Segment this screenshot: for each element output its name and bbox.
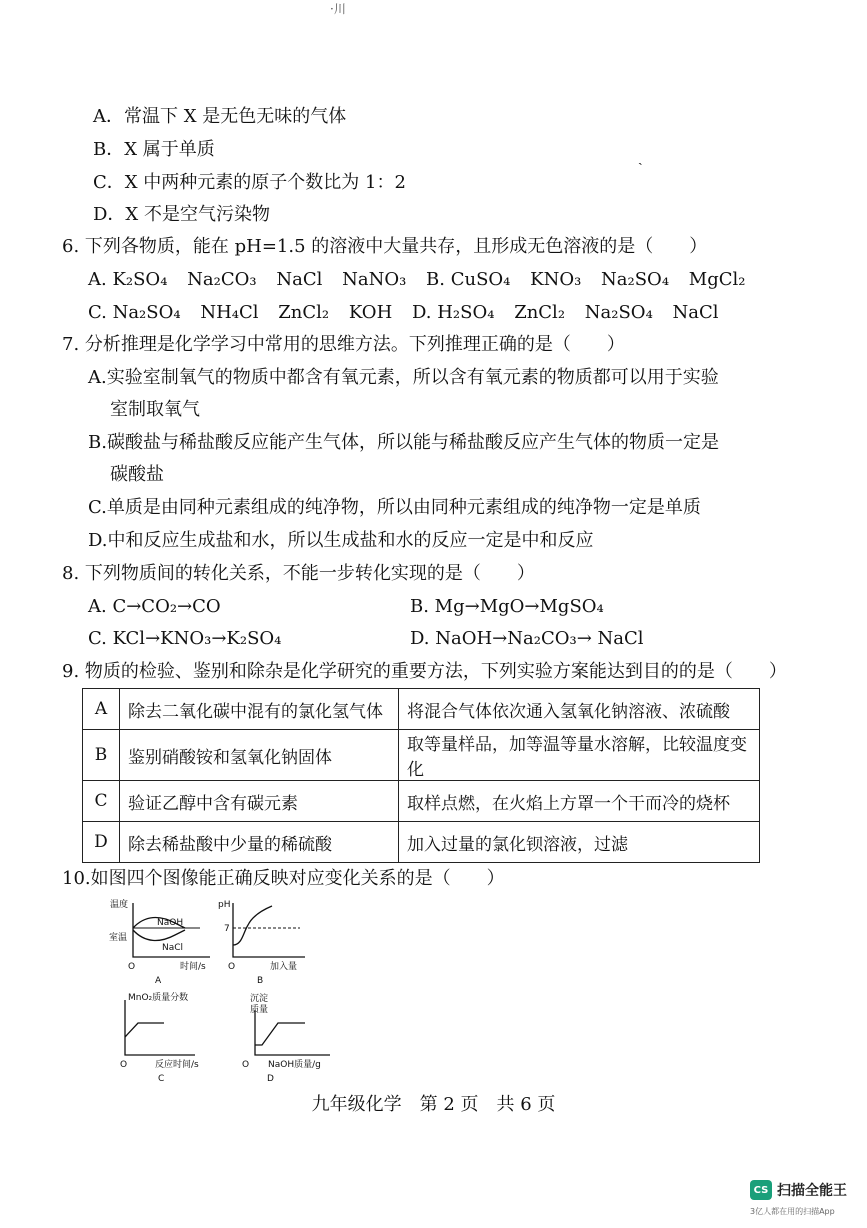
graph-a-ref-label: 室温: [109, 933, 128, 943]
graph-b-xlabel: 加入量: [270, 962, 298, 972]
graph-d-ylabel-1: 沉淀: [250, 994, 269, 1004]
cs-logo-icon: CS: [750, 1180, 772, 1200]
graph-c-curve: [125, 1023, 164, 1037]
row-method: 加入过量的氯化钡溶液，过滤: [399, 822, 760, 863]
scan-speck: ˏ: [638, 150, 643, 166]
q9-stem: 9. 物质的检验、鉴别和除杂是化学研究的重要方法，下列实验方案能达到目的的是（ ）: [62, 661, 787, 682]
page-footer: 九年级化学 第 2 页 共 6 页: [311, 1094, 556, 1115]
q7-stem: 7. 分析推理是化学学习中常用的思维方法。下列推理正确的是（ ）: [62, 334, 625, 355]
graph-d-origin: O: [242, 1060, 250, 1070]
q8-option-d: D. NaOH→Na₂CO₃→ NaCl: [410, 628, 644, 649]
q10-stem: 10.如图四个图像能正确反映对应变化关系的是（ ）: [62, 868, 505, 889]
graph-c-xlabel: 反应时间/s: [155, 1060, 199, 1070]
row-purpose: 除去二氧化碳中混有的氯化氢气体: [120, 689, 399, 730]
q5-option-c: C．X 中两种元素的原子个数比为 1：2: [93, 172, 406, 193]
q6-a-item: NaNO₃: [342, 269, 407, 290]
q6-d-item: D. H₂SO₄: [412, 302, 495, 323]
graph-a-series2: NaCl: [162, 943, 184, 953]
row-purpose: 验证乙醇中含有碳元素: [120, 781, 399, 822]
row-method: 将混合气体依次通入氢氧化钠溶液、浓硫酸: [399, 689, 760, 730]
graph-a-nacl-curve: [133, 930, 185, 940]
graph-b-ref-label: 7: [224, 924, 230, 934]
q6-d-item: Na₂SO₄: [584, 302, 653, 323]
graph-c-caption: C: [158, 1074, 165, 1084]
q6-options-row1: [88, 269, 759, 290]
top-edge-mark: ·川: [330, 2, 346, 16]
q8-stem: 8. 下列物质间的转化关系，不能一步转化实现的是（ ）: [62, 563, 535, 584]
graph-d-axes: [255, 1010, 330, 1055]
graph-a-ylabel: 温度: [110, 900, 129, 910]
q7-option-d: D.中和反应生成盐和水，所以生成盐和水的反应一定是中和反应: [88, 530, 594, 551]
row-label: B: [83, 730, 120, 781]
graph-d-xlabel: NaOH质量/g: [268, 1060, 321, 1070]
row-label: D: [83, 822, 120, 863]
graph-b-origin: O: [228, 962, 236, 972]
q7-option-a-cont: 室制取氧气: [110, 399, 200, 420]
graph-a-origin: O: [128, 962, 136, 972]
graph-a-caption: A: [155, 976, 162, 986]
q8-option-c: C. KCl→KNO₃→K₂SO₄: [88, 628, 282, 649]
row-purpose: 鉴别硝酸铵和氢氧化钠固体: [120, 730, 399, 781]
graph-c-origin: O: [120, 1060, 128, 1070]
table-row: [83, 689, 760, 730]
graph-d-ylabel-2: 质量: [250, 1005, 269, 1015]
table-row: [83, 822, 760, 863]
q7-option-c: C.单质是由同种元素组成的纯净物，所以由同种元素组成的纯净物一定是单质: [88, 497, 701, 518]
q6-d-item: NaCl: [672, 302, 719, 323]
q7-option-b: B.碳酸盐与稀盐酸反应能产生气体，所以能与稀盐酸反应产生气体的物质一定是: [88, 432, 719, 453]
q6-b-item: Na₂SO₄: [601, 269, 670, 290]
q6-a-item: Na₂CO₃: [187, 269, 257, 290]
q9-table: [82, 688, 760, 863]
q5-option-d: D．X 不是空气污染物: [93, 204, 270, 225]
graph-d-caption: D: [267, 1074, 274, 1084]
graph-c-ylabel: MnO₂质量分数: [128, 993, 189, 1003]
q6-d-item: ZnCl₂: [514, 302, 566, 323]
q6-a-item: NaCl: [276, 269, 323, 290]
q5-option-b: B．X 属于单质: [93, 139, 215, 160]
q7-option-a: A.实验室制氧气的物质中都含有氧元素，所以含有氧元素的物质都可以用于实验: [88, 367, 719, 388]
graph-c-axes: [125, 1000, 195, 1055]
q5-option-a: A．常温下 X 是无色无味的气体: [93, 106, 347, 127]
watermark-tagline: 3亿人都在用的扫描App: [750, 1207, 835, 1216]
q6-b-item: MgCl₂: [688, 269, 746, 290]
graph-a-xlabel: 时间/s: [180, 962, 206, 972]
scanner-watermark: [750, 1180, 847, 1200]
graph-d-curve: [255, 1023, 305, 1045]
q8-option-a: A. C→CO₂→CO: [88, 596, 221, 617]
q6-b-item: B. CuSO₄: [426, 269, 511, 290]
watermark-name: 扫描全能王: [777, 1183, 847, 1199]
q6-b-item: KNO₃: [530, 269, 582, 290]
q7-option-b-cont: 碳酸盐: [110, 464, 164, 485]
row-purpose: 除去稀盐酸中少量的稀硫酸: [120, 822, 399, 863]
row-method: 取样点燃，在火焰上方罩一个干而冷的烧杯: [399, 781, 760, 822]
row-label: C: [83, 781, 120, 822]
q6-a-item: A. K₂SO₄: [88, 269, 168, 290]
graph-a-series1: NaOH: [157, 918, 184, 928]
q6-c-item: KOH: [348, 302, 393, 323]
graph-b-ph-curve: [233, 906, 272, 945]
q6-c-item: ZnCl₂: [278, 302, 330, 323]
q6-c-item: NH₄Cl: [200, 302, 259, 323]
q8-option-b: B. Mg→MgO→MgSO₄: [410, 596, 604, 617]
row-label: A: [83, 689, 120, 730]
q6-stem: 6. 下列各物质，能在 pH=1.5 的溶液中大量共存，且形成无色溶液的是（ ）: [62, 236, 708, 257]
q10-graphs: [100, 895, 350, 1085]
table-row: [83, 730, 760, 781]
table-row: [83, 781, 760, 822]
graph-b-caption: B: [257, 976, 264, 986]
graph-b-ylabel: pH: [218, 900, 231, 910]
row-method: 取等量样品，加等温等量水溶解，比较温度变化: [399, 730, 760, 781]
q6-c-item: C. Na₂SO₄: [88, 302, 181, 323]
q6-options-row2: [88, 302, 733, 323]
graph-b-axes: [233, 903, 305, 957]
